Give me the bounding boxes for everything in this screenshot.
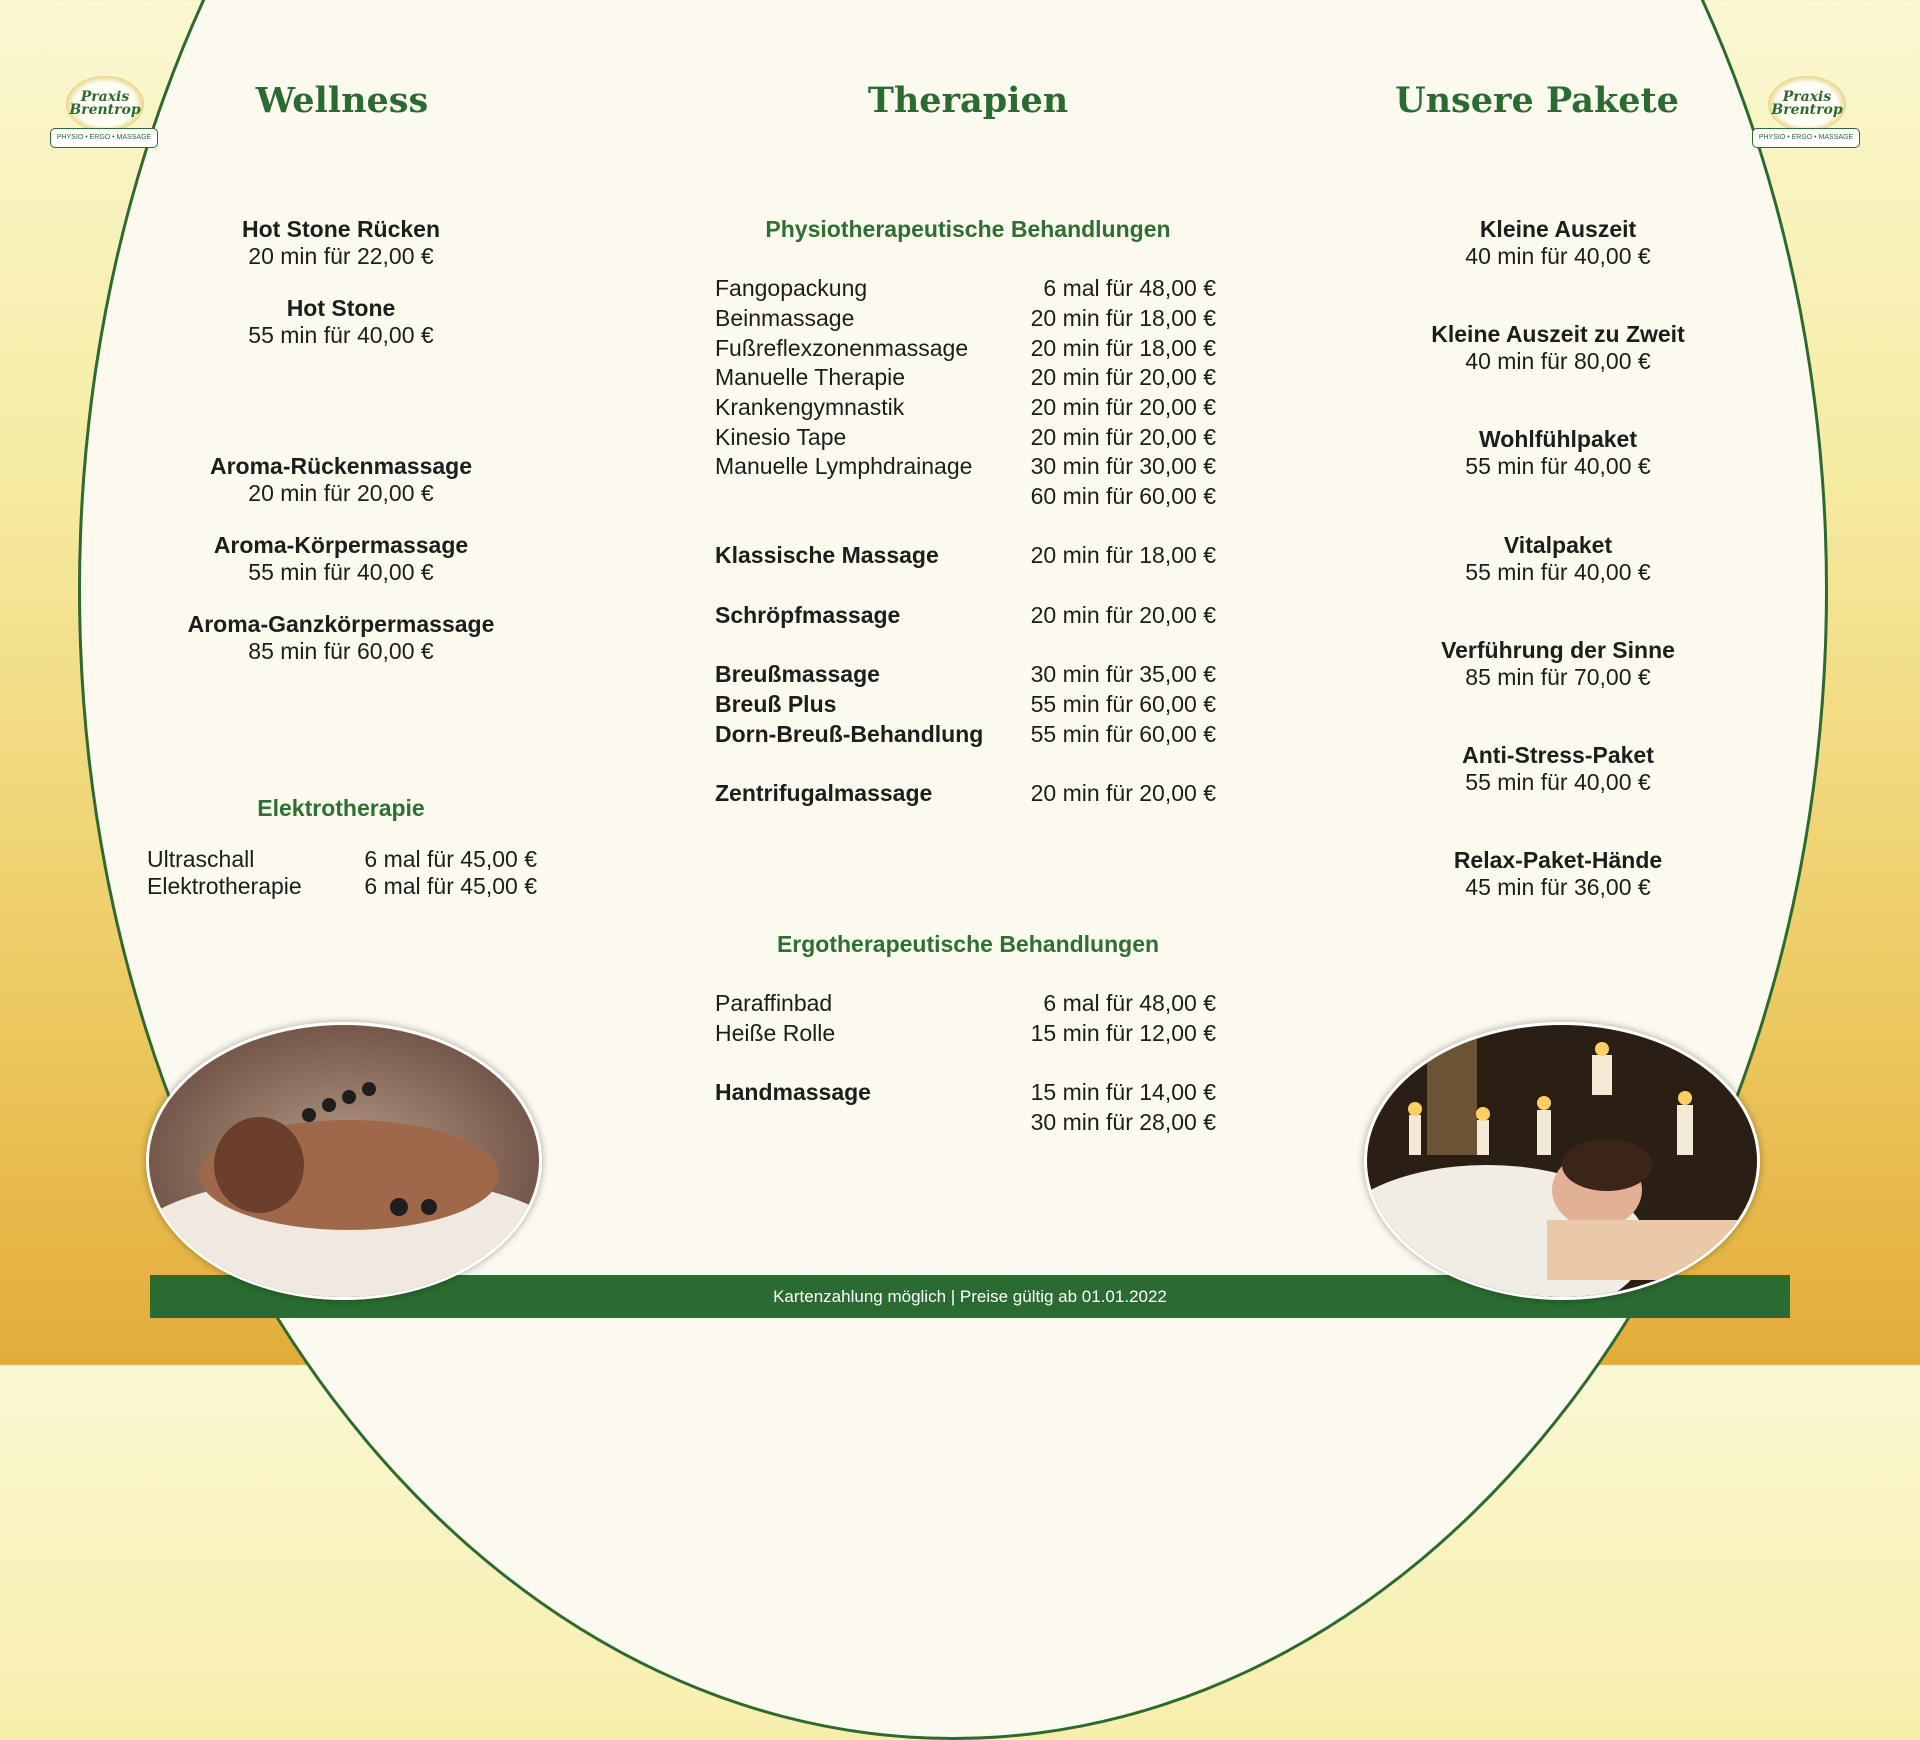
row-name: Schröpfmassage — [715, 602, 901, 628]
row-name: Fangopackung — [715, 275, 868, 301]
row-name: Elektrotherapie — [147, 873, 302, 899]
table-row — [715, 275, 1216, 305]
table-row — [715, 364, 1216, 394]
paket-item — [1358, 321, 1758, 375]
row-price: 55 min für 60,00 € — [1030, 691, 1216, 717]
table-row — [715, 661, 1216, 691]
paket-item — [1358, 742, 1758, 796]
wellness-item — [141, 295, 541, 349]
row-price: 6 mal für 45,00 € — [364, 846, 537, 872]
row-name: Kinesio Tape — [715, 424, 847, 450]
row-name: Zentrifugalmassage — [715, 780, 933, 806]
item-price: 55 min für 40,00 € — [1465, 453, 1651, 479]
paket-item — [1358, 532, 1758, 586]
footer-bar: Kartenzahlung möglich | Preise gültig ab 01.01.2022 — [150, 1275, 1790, 1318]
row-price: 20 min für 18,00 € — [1030, 305, 1216, 331]
table-row — [715, 394, 1216, 424]
row-price: 6 mal für 45,00 € — [364, 873, 537, 899]
logo-seal — [66, 76, 144, 132]
item-price: 55 min für 40,00 € — [248, 322, 434, 348]
item-price: 55 min für 40,00 € — [248, 559, 434, 585]
table-row — [715, 780, 1216, 810]
item-name: Kleine Auszeit zu Zweit — [1431, 321, 1685, 347]
item-price: 45 min für 36,00 € — [1465, 874, 1651, 900]
physio-title: Physiotherapeutische Behandlungen — [765, 216, 1171, 242]
row-price: 15 min für 14,00 € — [1030, 1079, 1216, 1105]
row-price: 20 min für 18,00 € — [1030, 542, 1216, 568]
row-price: 15 min für 12,00 € — [1030, 1020, 1216, 1046]
item-name: Relax-Paket-Hände — [1453, 847, 1663, 873]
row-price: 30 min für 30,00 € — [1030, 453, 1216, 479]
row-name: Paraffinbad — [715, 990, 833, 1016]
candle-spa-photo — [1364, 1022, 1760, 1300]
table-row — [715, 721, 1216, 751]
row-name: Breußmassage — [715, 661, 880, 687]
table-row — [715, 1109, 1216, 1139]
logo-line1: Praxis — [1782, 89, 1832, 105]
item-name: Wohlfühlpaket — [1478, 426, 1637, 452]
logo-tagline: PHYSIO • ERGO • MASSAGE — [1752, 128, 1860, 148]
item-price: 55 min für 40,00 € — [1465, 559, 1651, 585]
wellness-item — [141, 453, 541, 507]
item-price: 85 min für 60,00 € — [248, 638, 434, 664]
row-name: Fußreflexzonenmassage — [715, 335, 969, 361]
table-row — [715, 483, 1216, 513]
row-price: 20 min für 20,00 € — [1030, 394, 1216, 420]
paket-item — [1358, 637, 1758, 691]
logo-line2: Brentrop — [1771, 102, 1843, 118]
logo-tagline: PHYSIO • ERGO • MASSAGE — [50, 128, 158, 148]
row-price: 20 min für 20,00 € — [1030, 602, 1216, 628]
hot-stone-massage-photo — [146, 1022, 542, 1300]
item-price: 40 min für 40,00 € — [1465, 243, 1651, 269]
wellness-item — [141, 611, 541, 665]
logo-seal — [1768, 76, 1846, 132]
table-row — [715, 602, 1216, 632]
row-name: Breuß Plus — [715, 691, 837, 717]
row-name: Ultraschall — [147, 846, 255, 872]
row-price: 20 min für 20,00 € — [1030, 424, 1216, 450]
table-row — [715, 305, 1216, 335]
pakete-title: Unsere Pakete — [1395, 80, 1679, 121]
wellness-item — [141, 532, 541, 586]
item-name: Aroma-Ganzkörpermassage — [187, 611, 495, 637]
item-name: Verführung der Sinne — [1441, 637, 1675, 663]
ergo-title: Ergotherapeutische Behandlungen — [776, 931, 1160, 957]
table-row — [715, 424, 1216, 454]
item-name: Anti-Stress-Paket — [1462, 742, 1654, 768]
table-row — [147, 846, 537, 876]
logo-left — [50, 76, 160, 152]
row-name: Manuelle Lymphdrainage — [715, 453, 973, 479]
row-name: Handmassage — [715, 1079, 871, 1105]
row-price: 20 min für 18,00 € — [1030, 335, 1216, 361]
table-row — [715, 1079, 1216, 1109]
logo-line2: Brentrop — [69, 102, 141, 118]
row-price: 60 min für 60,00 € — [1030, 483, 1216, 509]
row-price: 6 mal für 48,00 € — [1043, 275, 1216, 301]
table-row — [715, 542, 1216, 572]
row-name: Dorn-Breuß-Behandlung — [715, 721, 984, 747]
paket-item — [1358, 847, 1758, 901]
row-price: 20 min für 20,00 € — [1030, 780, 1216, 806]
therapien-title: Therapien — [867, 80, 1069, 121]
table-row — [715, 453, 1216, 483]
item-name: Aroma-Körpermassage — [213, 532, 469, 558]
item-name: Hot Stone Rücken — [241, 216, 441, 242]
row-price: 30 min für 28,00 € — [1030, 1109, 1216, 1135]
paket-item — [1358, 216, 1758, 270]
table-row — [147, 873, 537, 903]
table-row — [715, 335, 1216, 365]
row-price: 20 min für 20,00 € — [1030, 364, 1216, 390]
table-row — [715, 1020, 1216, 1050]
item-price: 40 min für 80,00 € — [1465, 348, 1651, 374]
logo-line1: Praxis — [80, 89, 130, 105]
item-price: 20 min für 20,00 € — [248, 480, 434, 506]
row-name: Krankengymnastik — [715, 394, 905, 420]
item-price: 20 min für 22,00 € — [248, 243, 434, 269]
item-price: 85 min für 70,00 € — [1465, 664, 1651, 690]
item-price: 55 min für 40,00 € — [1465, 769, 1651, 795]
item-name: Vitalpaket — [1503, 532, 1613, 558]
logo-right — [1752, 76, 1862, 152]
wellness-title: Wellness — [255, 80, 429, 121]
row-price: 30 min für 35,00 € — [1030, 661, 1216, 687]
table-row — [715, 990, 1216, 1020]
paket-item — [1358, 426, 1758, 480]
item-name: Hot Stone — [286, 295, 396, 321]
row-price: 55 min für 60,00 € — [1030, 721, 1216, 747]
wellness-item — [141, 216, 541, 270]
row-name: Manuelle Therapie — [715, 364, 906, 390]
row-name: Beinmassage — [715, 305, 855, 331]
row-price: 6 mal für 48,00 € — [1043, 990, 1216, 1016]
item-name: Aroma-Rückenmassage — [209, 453, 473, 479]
item-name: Kleine Auszeit — [1479, 216, 1637, 242]
table-row — [715, 691, 1216, 721]
elektro-title: Elektrotherapie — [257, 795, 425, 821]
row-name: Heiße Rolle — [715, 1020, 836, 1046]
row-name: Klassische Massage — [715, 542, 939, 568]
